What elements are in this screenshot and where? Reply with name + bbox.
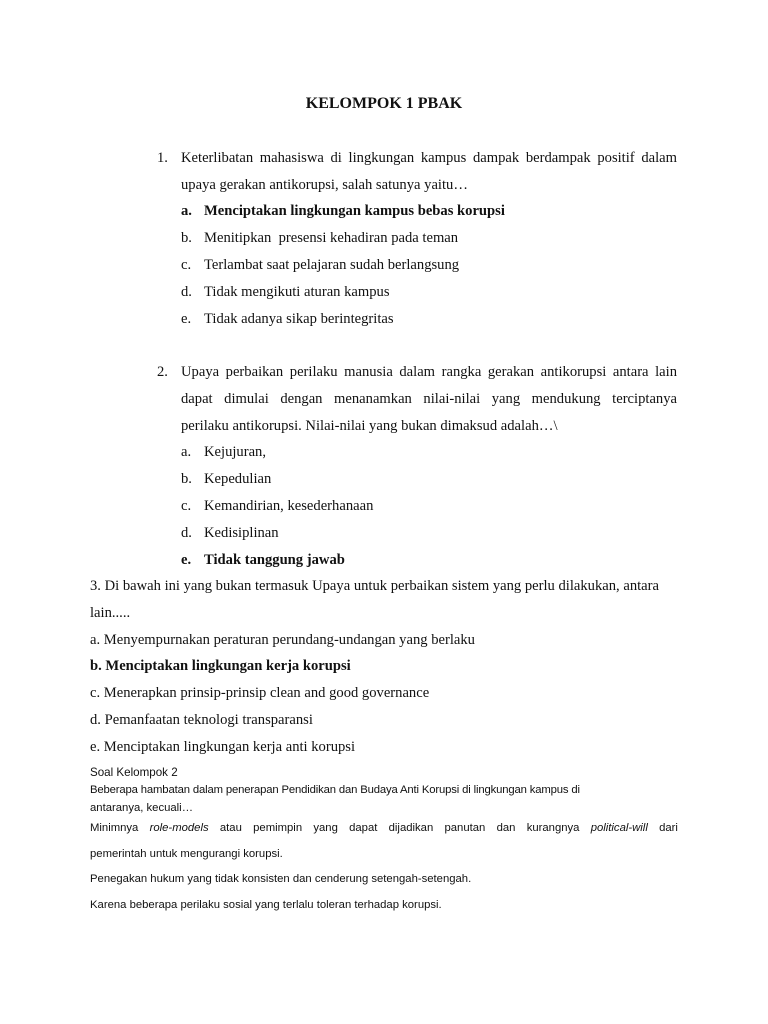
q3-option-a: a. Menyempurnakan peraturan perundang-undangan yang berlaku [90,632,475,648]
kelompok-2-question-line-2: antaranya, kecuali… [90,802,193,814]
q1-option-b-letter: b. [181,230,192,246]
word: pemimpin [253,822,303,834]
q2-option-c-letter: c. [181,498,192,514]
word: dan [496,822,516,834]
word: Minimnya [90,822,139,834]
q2-number: 2. [157,364,168,380]
word: yang [313,822,338,834]
q3-option-d: d. Pemanfaatan teknologi transparansi [90,712,313,728]
word: dari [659,822,678,834]
q2-option-e-text: Tidak tanggung jawab [204,552,345,568]
kelompok-2-heading: Soal Kelompok 2 [90,766,178,779]
q1-option-d-letter: d. [181,284,192,300]
q2-option-a-text: Kejujuran, [204,444,267,460]
q1-option-a-letter: a. [181,203,192,219]
q3-option-b: b. Menciptakan lingkungan kerja korupsi [90,658,351,674]
word: dapat [349,822,378,834]
q2-option-a-letter: a. [181,444,192,460]
q3-option-c: c. Menerapkan prinsip-prinsip clean and good governance [90,685,430,701]
q2-option-d-letter: d. [181,525,192,541]
q2-line-3: perilaku antikorupsi. Nilai-nilai yang bukan dimaksud adalah…\ [181,418,558,434]
kelompok-2-paragraph-2: Penegakan hukum yang tidak konsisten dan cenderung setengah-setengah. [90,873,472,885]
kelompok-2-paragraph-1-line-1 [90,823,678,834]
q2-line-2: dapat dimulai dengan menanamkan nilai-nilai yang mendukung terciptanya [181,391,677,407]
q1-option-a-text: Menciptakan lingkungan kampus bebas korupsi [204,203,505,219]
q2-option-d-text: Kedisiplinan [204,525,279,541]
q3-line-1: 3. Di bawah ini yang bukan termasuk Upaya untuk perbaikan sistem yang perlu dilakukan, antara [90,578,659,594]
q2-option-b-letter: b. [181,471,192,487]
q3-line-2: lain..... [90,605,131,621]
word: kurangnya [526,822,580,834]
q2-option-b-text: Kepedulian [204,471,272,487]
document-title: KELOMPOK 1 PBAK [305,95,463,112]
q1-option-b-text: Menitipkan presensi kehadiran pada teman [204,230,459,246]
q1-option-e-letter: e. [181,311,192,327]
word-italic: political-will [590,822,648,834]
word-italic: role-models [149,822,209,834]
q1-option-c-letter: c. [181,257,192,273]
q1-option-c-text: Terlambat saat pelajaran sudah berlangsung [204,257,460,273]
q2-line-1: Upaya perbaikan perilaku manusia dalam rangka gerakan antikorupsi antara lain [181,364,677,380]
q1-option-e-text: Tidak adanya sikap berintegritas [204,311,394,327]
word: atau [219,822,242,834]
q1-option-d-text: Tidak mengikuti aturan kampus [204,284,390,300]
q2-option-e-letter: e. [181,552,192,568]
q1-number: 1. [157,150,168,166]
q3-option-e: e. Menciptakan lingkungan kerja anti korupsi [90,739,356,755]
q1-line-2: upaya gerakan antikorupsi, salah satunya yaitu… [181,177,468,193]
word: dijadikan [388,822,434,834]
kelompok-2-paragraph-3: Karena beberapa perilaku sosial yang terlalu toleran terhadap korupsi. [90,899,442,911]
word: panutan [444,822,486,834]
kelompok-2-paragraph-1-line-2: pemerintah untuk mengurangi korupsi. [90,848,283,860]
kelompok-2-question-line-1: Beberapa hambatan dalam penerapan Pendidikan dan Budaya Anti Korupsi di lingkungan kampus di [90,784,580,796]
q1-line-1: Keterlibatan mahasiswa di lingkungan kampus dampak berdampak positif dalam [181,150,677,166]
q2-option-c-text: Kemandirian, kesederhanaan [204,498,374,514]
